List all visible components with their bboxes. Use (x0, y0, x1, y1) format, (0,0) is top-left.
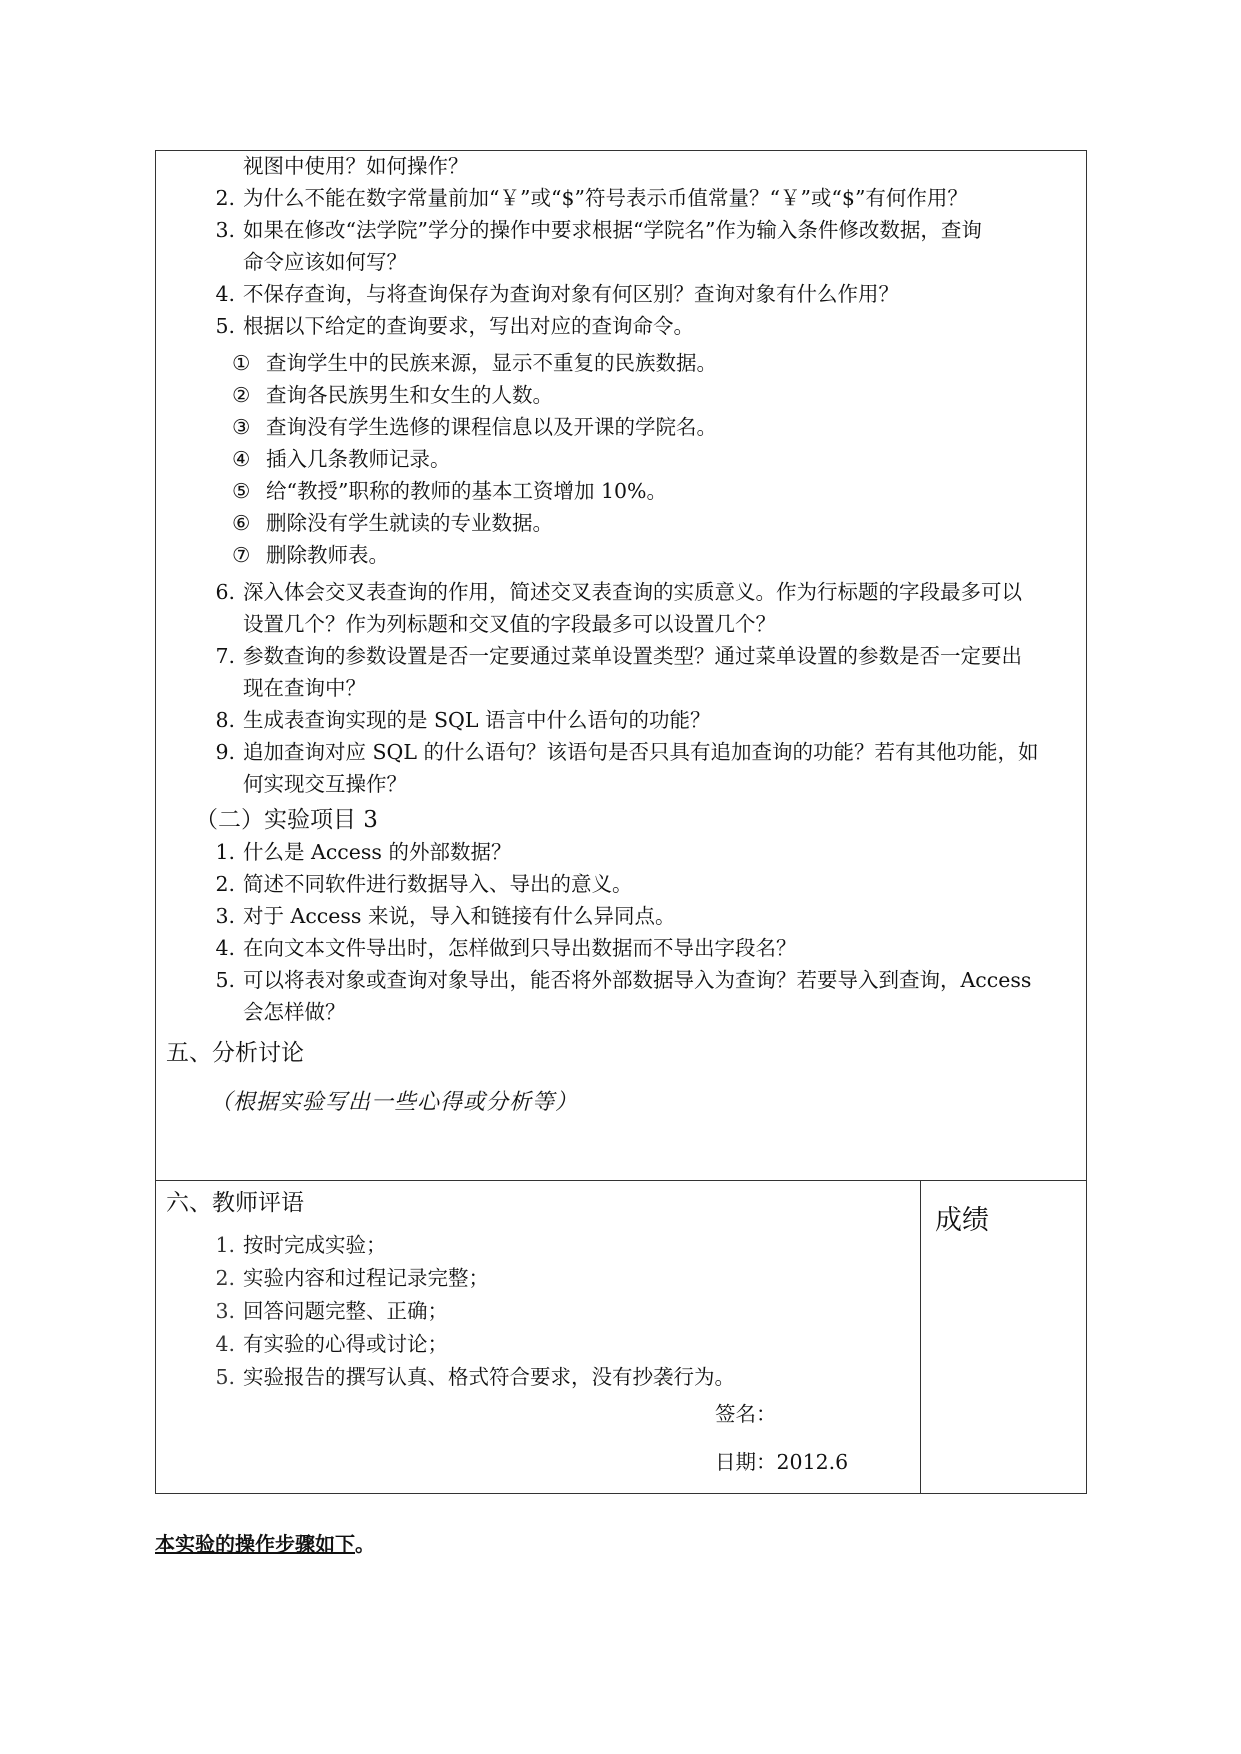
item-text: 为什么不能在数字常量前加“￥”或“$”符号表示币值常量？“￥”或“$”有何作用？ (243, 186, 968, 210)
circled-number: ③ (232, 415, 251, 439)
circled-number: ① (232, 351, 251, 375)
sub-item-text: 插入几条教师记录。 (266, 447, 451, 471)
circled-number: ⑤ (232, 479, 251, 503)
criterion-number: 3. (215, 1299, 235, 1323)
table-row-divider (155, 1180, 1087, 1181)
criterion-number: 1. (215, 1233, 235, 1257)
grade-label: 成绩 (935, 1205, 989, 1236)
criterion-text: 有实验的心得或讨论； (243, 1332, 448, 1356)
question-b-1 (205, 579, 1022, 605)
question-b-3 (205, 707, 711, 733)
question-2-continued: 命令应该如何写？ (243, 250, 407, 274)
criterion-4 (205, 1331, 448, 1357)
item-number: 2. (215, 186, 235, 210)
criterion-1 (205, 1232, 387, 1258)
item-number: 4. (215, 936, 235, 960)
question-b-4 (205, 739, 1039, 765)
criterion-number: 5. (215, 1365, 235, 1389)
item-text: 深入体会交叉表查询的作用，简述交叉表查询的实质意义。作为行标题的字段最多可以 (243, 580, 1022, 604)
circled-number: ② (232, 383, 251, 407)
item-number: 9. (215, 740, 235, 764)
item-number: 1. (215, 840, 235, 864)
question-3 (205, 281, 899, 307)
question-b-2-continued: 现在查询中？ (243, 676, 366, 700)
project3-question-3 (205, 903, 675, 929)
project3-question-4 (205, 935, 797, 961)
sub-item-2 (232, 382, 553, 408)
criterion-3 (205, 1298, 448, 1324)
item-text: 根据以下给定的查询要求，写出对应的查询命令。 (243, 314, 694, 338)
question-b-2 (205, 643, 1022, 669)
item-number: 6. (215, 580, 235, 604)
footer-note-underlined: 本实验的操作步骤如下 (155, 1532, 355, 1556)
item-number: 3. (215, 218, 235, 242)
teacher-comment-heading: 六、教师评语 (166, 1190, 304, 1216)
sub-item-text: 删除教师表。 (266, 543, 389, 567)
project3-question-2 (205, 871, 633, 897)
criterion-5 (205, 1364, 735, 1390)
criterion-number: 2. (215, 1266, 235, 1290)
signature-label: 签名： (715, 1402, 777, 1426)
footer-note (155, 1528, 375, 1557)
sub-item-3 (232, 414, 717, 440)
item-text: 在向文本文件导出时，怎样做到只导出数据而不导出字段名？ (243, 936, 797, 960)
item-number: 8. (215, 708, 235, 732)
question-b-4-continued: 何实现交互操作？ (243, 772, 407, 796)
item-text: 生成表查询实现的是 SQL 语言中什么语句的功能？ (243, 708, 711, 732)
item-text: 简述不同软件进行数据导入、导出的意义。 (243, 872, 633, 896)
criterion-number: 4. (215, 1332, 235, 1356)
item-text: 如果在修改“法学院”学分的操作中要求根据“学院名”作为输入条件修改数据，查询 (243, 218, 982, 242)
item-number: 4. (215, 282, 235, 306)
question-b-1-continued: 设置几个？作为列标题和交叉值的字段最多可以设置几个？ (243, 612, 776, 636)
sub-item-text: 删除没有学生就读的专业数据。 (266, 511, 553, 535)
criterion-text: 实验内容和过程记录完整； (243, 1266, 489, 1290)
sub-item-1 (232, 350, 717, 376)
item-text: 可以将表对象或查询对象导出，能否将外部数据导入为查询？若要导入到查询，Access (243, 968, 1032, 992)
question-1 (205, 185, 968, 211)
grade-column-divider (920, 1180, 921, 1494)
sub-item-text: 查询学生中的民族来源，显示不重复的民族数据。 (266, 351, 717, 375)
item-number: 3. (215, 904, 235, 928)
sub-item-6 (232, 510, 553, 536)
date-label: 日期：2012.6 (715, 1450, 849, 1474)
criterion-text: 按时完成实验； (243, 1233, 387, 1257)
item-text: 追加查询对应 SQL 的什么语句？该语句是否只具有追加查询的功能？若有其他功能，如 (243, 740, 1039, 764)
sub-item-text: 查询各民族男生和女生的人数。 (266, 383, 553, 407)
criterion-text: 实验报告的撰写认真、格式符合要求，没有抄袭行为。 (243, 1365, 735, 1389)
analysis-heading: 五、分析讨论 (166, 1040, 304, 1066)
item-text: 不保存查询，与将查询保存为查询对象有何区别？查询对象有什么作用？ (243, 282, 899, 306)
project3-question-5-continued: 会怎样做？ (243, 1000, 346, 1024)
circled-number: ⑥ (232, 511, 251, 535)
criterion-2 (205, 1265, 489, 1291)
sub-item-text: 给“教授”职称的教师的基本工资增加 10%。 (266, 479, 668, 503)
sub-item-4 (232, 446, 451, 472)
item-text: 对于 Access 来说，导入和链接有什么异同点。 (243, 904, 676, 928)
circled-number: ④ (232, 447, 251, 471)
item-number: 2. (215, 872, 235, 896)
project3-heading: （二）实验项目 3 (195, 807, 378, 833)
question-4 (205, 313, 694, 339)
continuation-text: 视图中使用？如何操作？ (243, 154, 469, 178)
project3-question-1 (205, 839, 511, 865)
footer-note-tail: 。 (355, 1532, 375, 1556)
item-text: 什么是 Access 的外部数据？ (243, 840, 512, 864)
circled-number: ⑦ (232, 543, 251, 567)
item-number: 5. (215, 314, 235, 338)
sub-item-7 (232, 542, 389, 568)
sub-item-text: 查询没有学生选修的课程信息以及开课的学院名。 (266, 415, 717, 439)
item-number: 5. (215, 968, 235, 992)
project3-question-5 (205, 967, 1031, 993)
item-text: 参数查询的参数设置是否一定要通过菜单设置类型？通过菜单设置的参数是否一定要出 (243, 644, 1022, 668)
analysis-hint: （根据实验写出一些心得或分析等） (210, 1090, 579, 1115)
question-2 (205, 217, 982, 243)
sub-item-5 (232, 478, 667, 504)
item-number: 7. (215, 644, 235, 668)
criterion-text: 回答问题完整、正确； (243, 1299, 448, 1323)
